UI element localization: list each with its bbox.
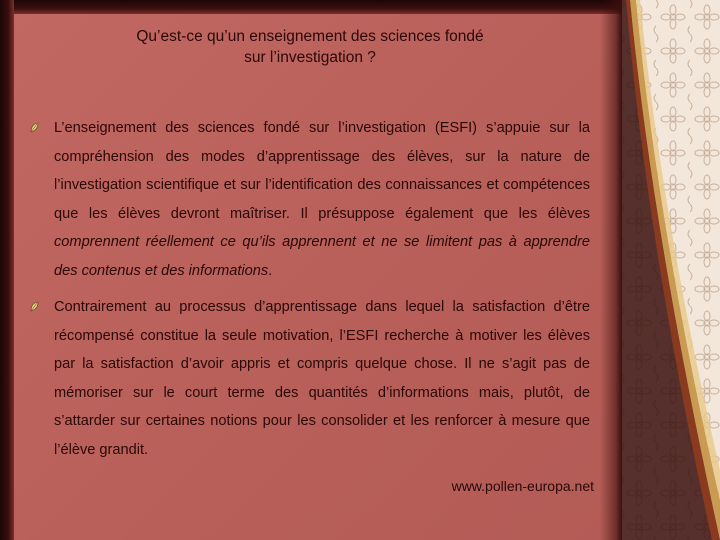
leaf-bullet-icon bbox=[30, 301, 39, 312]
left-frame-bar bbox=[0, 0, 14, 540]
para1-end: . bbox=[268, 262, 273, 279]
source-link[interactable]: www.pollen-europa.net bbox=[451, 478, 594, 494]
leaf-bullet-icon bbox=[30, 122, 39, 133]
right-frame-shadow bbox=[600, 0, 622, 540]
paragraph-2: Contrairement au processus d’apprentissage dans lequel la satisfaction d’être récompensé constitue la seule motivation, l’ESFI recherche à motiver les élèves par la satisfaction d’avoir appris et compris quelque chose. Il ne s’agit pas de mémoriser sur le court terme des quantités d’informations mais, plutôt, de s’attarder sur certaines notions pour les consolider et les renforcer à mesure que l’élève grandit. bbox=[54, 299, 590, 458]
para1-italic-text: comprennent réellement ce qu’ils apprennent et ne se limitent pas à apprendre des contenus et des informations bbox=[54, 234, 590, 279]
title-line-2: sur l’investigation ? bbox=[244, 49, 376, 66]
page-fold-decoration bbox=[622, 0, 720, 540]
paragraph-1 bbox=[54, 114, 590, 285]
slide-title bbox=[60, 26, 560, 68]
para1-text: L’enseignement des sciences fondé sur l’investigation (ESFI) s’appuie sur la compréhension des modes d’apprentissage des élèves, sur la nature de l’investigation scientifique et sur l’identification des connaissances et compétences que les élèves devront maîtriser. Il présuppose également que les élèves bbox=[54, 120, 590, 222]
top-frame-bar bbox=[0, 0, 622, 14]
title-line-1: Qu’est-ce qu’un enseignement des sciences fondé bbox=[136, 28, 484, 45]
